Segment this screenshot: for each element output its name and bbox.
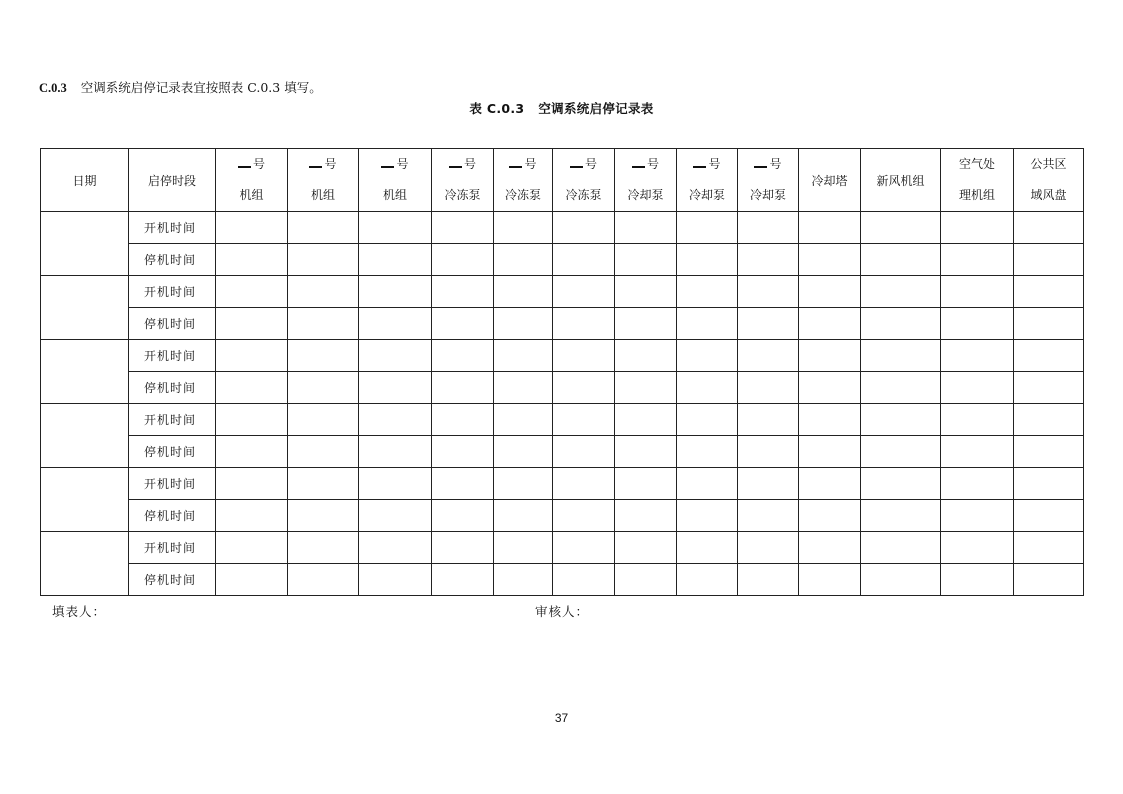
time-entry-cell[interactable] — [288, 436, 359, 468]
start-time-row — [41, 404, 1084, 436]
time-entry-cell[interactable] — [494, 244, 553, 276]
header-chilled-pump-2: 号 冷冻泵 — [494, 149, 553, 212]
time-entry-cell[interactable] — [799, 276, 861, 308]
header-unit-group-1: 号 机组 — [216, 149, 288, 212]
start-time-row — [41, 468, 1084, 500]
time-entry-cell[interactable] — [359, 404, 432, 436]
time-entry-cell[interactable] — [494, 468, 553, 500]
time-entry-cell[interactable] — [1014, 564, 1084, 596]
time-entry-cell[interactable] — [553, 500, 615, 532]
stop-time-label: 停机时间 — [129, 372, 216, 404]
header-chilled-pump-1: 号 冷冻泵 — [432, 149, 494, 212]
time-entry-cell[interactable] — [615, 212, 677, 244]
time-entry-cell[interactable] — [861, 404, 941, 436]
time-entry-cell[interactable] — [494, 564, 553, 596]
time-entry-cell[interactable] — [861, 372, 941, 404]
time-entry-cell[interactable] — [288, 532, 359, 564]
time-entry-cell[interactable] — [216, 564, 288, 596]
time-entry-cell[interactable] — [432, 308, 494, 340]
time-entry-cell[interactable] — [288, 564, 359, 596]
time-entry-cell[interactable] — [861, 500, 941, 532]
time-entry-cell[interactable] — [216, 372, 288, 404]
stop-time-label: 停机时间 — [129, 244, 216, 276]
time-entry-cell[interactable] — [1014, 308, 1084, 340]
header-unit-group-3: 号 机组 — [359, 149, 432, 212]
time-entry-cell[interactable] — [432, 500, 494, 532]
time-entry-cell[interactable] — [861, 244, 941, 276]
blank-number-line — [570, 157, 583, 168]
time-entry-cell[interactable] — [799, 212, 861, 244]
time-entry-cell[interactable] — [799, 468, 861, 500]
time-entry-cell[interactable] — [1014, 404, 1084, 436]
time-entry-cell[interactable] — [738, 564, 799, 596]
header-period: 启停时段 — [129, 149, 216, 212]
time-entry-cell[interactable] — [677, 436, 738, 468]
time-entry-cell[interactable] — [1014, 212, 1084, 244]
time-entry-cell[interactable] — [359, 564, 432, 596]
time-entry-cell[interactable] — [941, 436, 1014, 468]
stop-time-row — [41, 436, 1084, 468]
time-entry-cell[interactable] — [615, 244, 677, 276]
start-time-label: 开机时间 — [129, 276, 216, 308]
clause-text: 空调系统启停记录表宜按照表 C.0.3 填写。 — [80, 80, 322, 95]
time-entry-cell[interactable] — [677, 308, 738, 340]
header-cooling-pump-3: 号 冷却泵 — [738, 149, 799, 212]
time-entry-cell[interactable] — [615, 404, 677, 436]
time-entry-cell[interactable] — [677, 468, 738, 500]
time-entry-cell[interactable] — [216, 500, 288, 532]
time-entry-cell[interactable] — [861, 564, 941, 596]
time-entry-cell[interactable] — [1014, 276, 1084, 308]
header-cooling-tower: 冷却塔 — [799, 149, 861, 212]
time-entry-cell[interactable] — [1014, 436, 1084, 468]
record-table — [40, 148, 1084, 596]
blank-number-line — [238, 157, 251, 168]
time-entry-cell[interactable] — [677, 372, 738, 404]
time-entry-cell[interactable] — [861, 340, 941, 372]
time-entry-cell[interactable] — [288, 244, 359, 276]
date-cell[interactable] — [41, 276, 129, 340]
time-entry-cell[interactable] — [288, 212, 359, 244]
time-entry-cell[interactable] — [861, 436, 941, 468]
time-entry-cell[interactable] — [1014, 372, 1084, 404]
time-entry-cell[interactable] — [738, 212, 799, 244]
date-cell[interactable] — [41, 340, 129, 404]
blank-number-line — [509, 157, 522, 168]
time-entry-cell[interactable] — [941, 276, 1014, 308]
time-entry-cell[interactable] — [553, 340, 615, 372]
blank-number-line — [754, 157, 767, 168]
time-entry-cell[interactable] — [941, 564, 1014, 596]
start-time-row — [41, 276, 1084, 308]
time-entry-cell[interactable] — [941, 532, 1014, 564]
time-entry-cell[interactable] — [799, 340, 861, 372]
stop-time-row — [41, 244, 1084, 276]
time-entry-cell[interactable] — [738, 372, 799, 404]
time-entry-cell[interactable] — [288, 404, 359, 436]
time-entry-cell[interactable] — [553, 564, 615, 596]
time-entry-cell[interactable] — [1014, 532, 1084, 564]
start-time-label: 开机时间 — [129, 468, 216, 500]
time-entry-cell[interactable] — [553, 468, 615, 500]
time-entry-cell[interactable] — [432, 340, 494, 372]
time-entry-cell[interactable] — [494, 212, 553, 244]
time-entry-cell[interactable] — [553, 372, 615, 404]
time-entry-cell[interactable] — [216, 244, 288, 276]
page-number: 37 — [554, 711, 569, 725]
time-entry-cell[interactable] — [799, 436, 861, 468]
time-entry-cell[interactable] — [359, 500, 432, 532]
time-entry-cell[interactable] — [216, 308, 288, 340]
time-entry-cell[interactable] — [494, 372, 553, 404]
time-entry-cell[interactable] — [432, 468, 494, 500]
time-entry-cell[interactable] — [1014, 468, 1084, 500]
table-caption: 表 C.0.3 空调系统启停记录表 — [469, 101, 654, 116]
time-entry-cell[interactable] — [494, 276, 553, 308]
time-entry-cell[interactable] — [553, 436, 615, 468]
blank-number-line — [309, 157, 322, 168]
time-entry-cell[interactable] — [288, 308, 359, 340]
start-time-label: 开机时间 — [129, 212, 216, 244]
clause-number: C.0.3 — [39, 81, 67, 95]
time-entry-cell[interactable] — [1014, 244, 1084, 276]
start-time-row — [41, 212, 1084, 244]
time-entry-cell[interactable] — [677, 340, 738, 372]
time-entry-cell[interactable] — [216, 468, 288, 500]
time-entry-cell[interactable] — [288, 468, 359, 500]
time-entry-cell[interactable] — [553, 404, 615, 436]
blank-number-line — [693, 157, 706, 168]
time-entry-cell[interactable] — [359, 372, 432, 404]
time-entry-cell[interactable] — [615, 372, 677, 404]
time-entry-cell[interactable] — [494, 404, 553, 436]
time-entry-cell[interactable] — [861, 212, 941, 244]
time-entry-cell[interactable] — [799, 532, 861, 564]
time-entry-cell[interactable] — [615, 500, 677, 532]
time-entry-cell[interactable] — [738, 436, 799, 468]
time-entry-cell[interactable] — [615, 532, 677, 564]
header-public-area-fan-coil: 公共区 域风盘 — [1014, 149, 1084, 212]
time-entry-cell[interactable] — [941, 212, 1014, 244]
time-entry-cell[interactable] — [216, 404, 288, 436]
start-time-label: 开机时间 — [129, 404, 216, 436]
time-entry-cell[interactable] — [288, 340, 359, 372]
filler-signature-label: 填表人： — [52, 604, 107, 619]
time-entry-cell[interactable] — [553, 308, 615, 340]
time-entry-cell[interactable] — [799, 244, 861, 276]
time-entry-cell[interactable] — [738, 308, 799, 340]
time-entry-cell[interactable] — [553, 212, 615, 244]
start-time-row — [41, 340, 1084, 372]
time-entry-cell[interactable] — [288, 372, 359, 404]
time-entry-cell[interactable] — [359, 244, 432, 276]
reviewer-signature-label: 审核人： — [535, 604, 590, 619]
time-entry-cell[interactable] — [216, 340, 288, 372]
time-entry-cell[interactable] — [677, 276, 738, 308]
stop-time-row — [41, 500, 1084, 532]
time-entry-cell[interactable] — [738, 500, 799, 532]
date-cell[interactable] — [41, 468, 129, 532]
stop-time-label: 停机时间 — [129, 500, 216, 532]
time-entry-cell[interactable] — [615, 340, 677, 372]
date-cell[interactable] — [41, 212, 129, 276]
time-entry-cell[interactable] — [494, 340, 553, 372]
start-time-row — [41, 532, 1084, 564]
stop-time-label: 停机时间 — [129, 308, 216, 340]
time-entry-cell[interactable] — [432, 532, 494, 564]
time-entry-cell[interactable] — [216, 276, 288, 308]
time-entry-cell[interactable] — [432, 564, 494, 596]
blank-number-line — [449, 157, 462, 168]
time-entry-cell[interactable] — [738, 532, 799, 564]
time-entry-cell[interactable] — [677, 532, 738, 564]
time-entry-cell[interactable] — [615, 468, 677, 500]
time-entry-cell[interactable] — [216, 532, 288, 564]
time-entry-cell[interactable] — [359, 308, 432, 340]
header-fresh-air-unit: 新风机组 — [861, 149, 941, 212]
start-time-label: 开机时间 — [129, 340, 216, 372]
time-entry-cell[interactable] — [941, 372, 1014, 404]
time-entry-cell[interactable] — [359, 468, 432, 500]
time-entry-cell[interactable] — [359, 532, 432, 564]
time-entry-cell[interactable] — [1014, 500, 1084, 532]
time-entry-cell[interactable] — [216, 212, 288, 244]
stop-time-row — [41, 372, 1084, 404]
date-cell[interactable] — [41, 404, 129, 468]
time-entry-cell[interactable] — [738, 340, 799, 372]
time-entry-cell[interactable] — [861, 276, 941, 308]
time-entry-cell[interactable] — [941, 404, 1014, 436]
time-entry-cell[interactable] — [738, 244, 799, 276]
time-entry-cell[interactable] — [615, 436, 677, 468]
header-chilled-pump-3: 号 冷冻泵 — [553, 149, 615, 212]
blank-number-line — [381, 157, 394, 168]
time-entry-cell[interactable] — [288, 276, 359, 308]
time-entry-cell[interactable] — [432, 404, 494, 436]
time-entry-cell[interactable] — [738, 404, 799, 436]
time-entry-cell[interactable] — [359, 436, 432, 468]
blank-number-line — [632, 157, 645, 168]
time-entry-cell[interactable] — [615, 564, 677, 596]
time-entry-cell[interactable] — [553, 532, 615, 564]
time-entry-cell[interactable] — [494, 500, 553, 532]
time-entry-cell[interactable] — [799, 404, 861, 436]
time-entry-cell[interactable] — [615, 276, 677, 308]
time-entry-cell[interactable] — [553, 244, 615, 276]
header-air-handling-unit: 空气处 理机组 — [941, 149, 1014, 212]
time-entry-cell[interactable] — [216, 436, 288, 468]
time-entry-cell[interactable] — [359, 276, 432, 308]
time-entry-cell[interactable] — [432, 372, 494, 404]
time-entry-cell[interactable] — [799, 564, 861, 596]
stop-time-row — [41, 564, 1084, 596]
time-entry-cell[interactable] — [359, 340, 432, 372]
time-entry-cell[interactable] — [799, 308, 861, 340]
record-table-body — [41, 149, 1084, 596]
header-cooling-pump-1: 号 冷却泵 — [615, 149, 677, 212]
header-unit-group-2: 号 机组 — [288, 149, 359, 212]
time-entry-cell[interactable] — [359, 212, 432, 244]
time-entry-cell[interactable] — [861, 532, 941, 564]
time-entry-cell[interactable] — [941, 244, 1014, 276]
time-entry-cell[interactable] — [288, 500, 359, 532]
time-entry-cell[interactable] — [677, 404, 738, 436]
time-entry-cell[interactable] — [677, 244, 738, 276]
time-entry-cell[interactable] — [677, 212, 738, 244]
time-entry-cell[interactable] — [799, 500, 861, 532]
time-entry-cell[interactable] — [494, 436, 553, 468]
stop-time-label: 停机时间 — [129, 436, 216, 468]
time-entry-cell[interactable] — [494, 308, 553, 340]
time-entry-cell[interactable] — [738, 276, 799, 308]
time-entry-cell[interactable] — [861, 308, 941, 340]
time-entry-cell[interactable] — [941, 308, 1014, 340]
time-entry-cell[interactable] — [861, 468, 941, 500]
clause-line — [39, 78, 322, 96]
time-entry-cell[interactable] — [941, 468, 1014, 500]
time-entry-cell[interactable] — [615, 308, 677, 340]
start-time-label: 开机时间 — [129, 532, 216, 564]
time-entry-cell[interactable] — [738, 468, 799, 500]
stop-time-label: 停机时间 — [129, 564, 216, 596]
time-entry-cell[interactable] — [941, 340, 1014, 372]
time-entry-cell[interactable] — [1014, 340, 1084, 372]
time-entry-cell[interactable] — [432, 436, 494, 468]
time-entry-cell[interactable] — [494, 532, 553, 564]
time-entry-cell[interactable] — [677, 564, 738, 596]
time-entry-cell[interactable] — [432, 276, 494, 308]
table-header-row — [41, 149, 1084, 212]
time-entry-cell[interactable] — [553, 276, 615, 308]
time-entry-cell[interactable] — [941, 500, 1014, 532]
time-entry-cell[interactable] — [799, 372, 861, 404]
time-entry-cell[interactable] — [432, 212, 494, 244]
time-entry-cell[interactable] — [432, 244, 494, 276]
stop-time-row — [41, 308, 1084, 340]
header-date: 日期 — [41, 149, 129, 212]
date-cell[interactable] — [41, 532, 129, 596]
header-cooling-pump-2: 号 冷却泵 — [677, 149, 738, 212]
time-entry-cell[interactable] — [677, 500, 738, 532]
